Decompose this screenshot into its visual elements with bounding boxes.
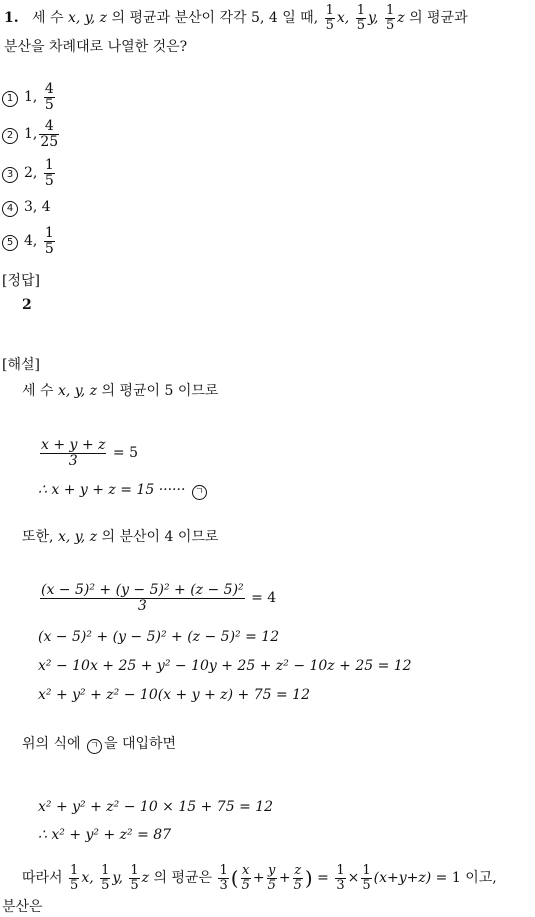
question-vars: x, y, z xyxy=(67,10,108,27)
circle-mark-2: ㄱ xyxy=(87,739,102,754)
substitution-step-2: ∴ x² + y² + z² = 87 xyxy=(38,827,172,843)
question-text-a: 세 수 xyxy=(31,10,64,27)
conclusion-line: 따라서 $\frac{1}{5}$ x, $\frac{1}{5}$ y, $\frac{1}{5}$ z 의 평균은 $\frac{1}{3}$ ( $\frac{x}{5}$ + $\frac{y}{5}$ + $\frac{z}{5}$ ) = $\frac{1}{3}$ × $\frac{1}{5}$ (x+y+z) = 1 이고, xyxy=(22,863,497,893)
answer-value: 2 xyxy=(22,297,32,313)
explanation-line-3: 위의 식에 ㄱ 을 대입하면 xyxy=(22,736,177,752)
option-2[interactable] xyxy=(2,119,61,149)
option-1-frac: $\frac{4}{5}$ xyxy=(44,81,54,113)
option-4[interactable] xyxy=(2,199,51,217)
option-5-value: 4, xyxy=(24,233,38,250)
question-text-b: 의 평균과 분산이 각각 5, 4 일 때, xyxy=(111,10,319,27)
explanation-line-1: 세 수 x, y, z 의 평균이 5 이므로 xyxy=(22,383,219,399)
explanation-line-2: 또한, x, y, z 의 분산이 4 이므로 xyxy=(22,529,219,545)
question-number: 1. xyxy=(4,10,19,27)
answer-label: [정답] xyxy=(2,273,40,289)
question-line-1 xyxy=(4,4,468,32)
question-frac-1: $\frac{1}{5}$ xyxy=(325,3,334,33)
option-4-mark: 4 xyxy=(2,201,18,217)
option-5-frac: $\frac{1}{5}$ xyxy=(44,225,54,257)
question-line-2: 분산을 차례대로 나열한 것은? xyxy=(4,39,188,55)
option-2-frac: $\frac{4}{25}$ xyxy=(40,118,59,150)
variance-step-2: (x − 5)² + (y − 5)² + (z − 5)² = 12 xyxy=(38,629,280,645)
option-3[interactable] xyxy=(2,158,57,188)
substitution-step-1: x² + y² + z² − 10 × 15 + 75 = 12 xyxy=(38,799,274,815)
variance-step-3: x² − 10x + 25 + y² − 10y + 25 + z² − 10z + 25 = 12 xyxy=(38,658,412,674)
option-4-value: 3, 4 xyxy=(24,199,51,215)
sum-equation: ∴ x + y + z = 15 ······ ㄱ xyxy=(38,482,209,500)
question-text-c: 의 평균과 xyxy=(409,10,468,27)
mean-equation: $\frac{x + y + z}{3}$ = 5 xyxy=(41,437,138,469)
question-var-z: z xyxy=(397,10,405,27)
option-1-value: 1, xyxy=(24,89,38,106)
question-frac-3: $\frac{1}{5}$ xyxy=(385,3,395,33)
option-3-mark: 3 xyxy=(2,167,18,183)
option-1[interactable] xyxy=(2,82,57,112)
variance-fraction: $\frac{\text{(x − 5)² + (y − 5)² + (z − 5)²}}{3}$ xyxy=(41,582,244,614)
option-2-mark: 2 xyxy=(2,128,18,144)
option-1-mark: 1 xyxy=(2,91,18,107)
explanation-label: [해설] xyxy=(2,357,40,373)
question-var-y: y, xyxy=(367,10,379,27)
explanation-vars-2: x, y, z xyxy=(57,529,98,545)
option-5[interactable] xyxy=(2,226,57,256)
option-3-frac: $\frac{1}{5}$ xyxy=(44,157,54,189)
explanation-vars-1: x, y, z xyxy=(57,383,98,399)
mean-fraction: $\frac{x + y + z}{3}$ xyxy=(41,437,106,469)
option-3-value: 2, xyxy=(24,165,38,182)
option-5-mark: 5 xyxy=(2,235,18,251)
question-var-x: x, xyxy=(336,10,350,27)
option-2-value: 1, xyxy=(24,126,38,143)
conclusion-line-2: 분산은 xyxy=(2,899,43,915)
variance-step-4: x² + y² + z² − 10(x + y + z) + 75 = 12 xyxy=(38,687,310,703)
circle-mark-1: ㄱ xyxy=(192,485,207,500)
question-frac-2: $\frac{1}{5}$ xyxy=(356,3,365,33)
variance-equation: $\frac{\text{(x − 5)² + (y − 5)² + (z − 5)²}}{3}$ = 4 xyxy=(41,582,277,614)
